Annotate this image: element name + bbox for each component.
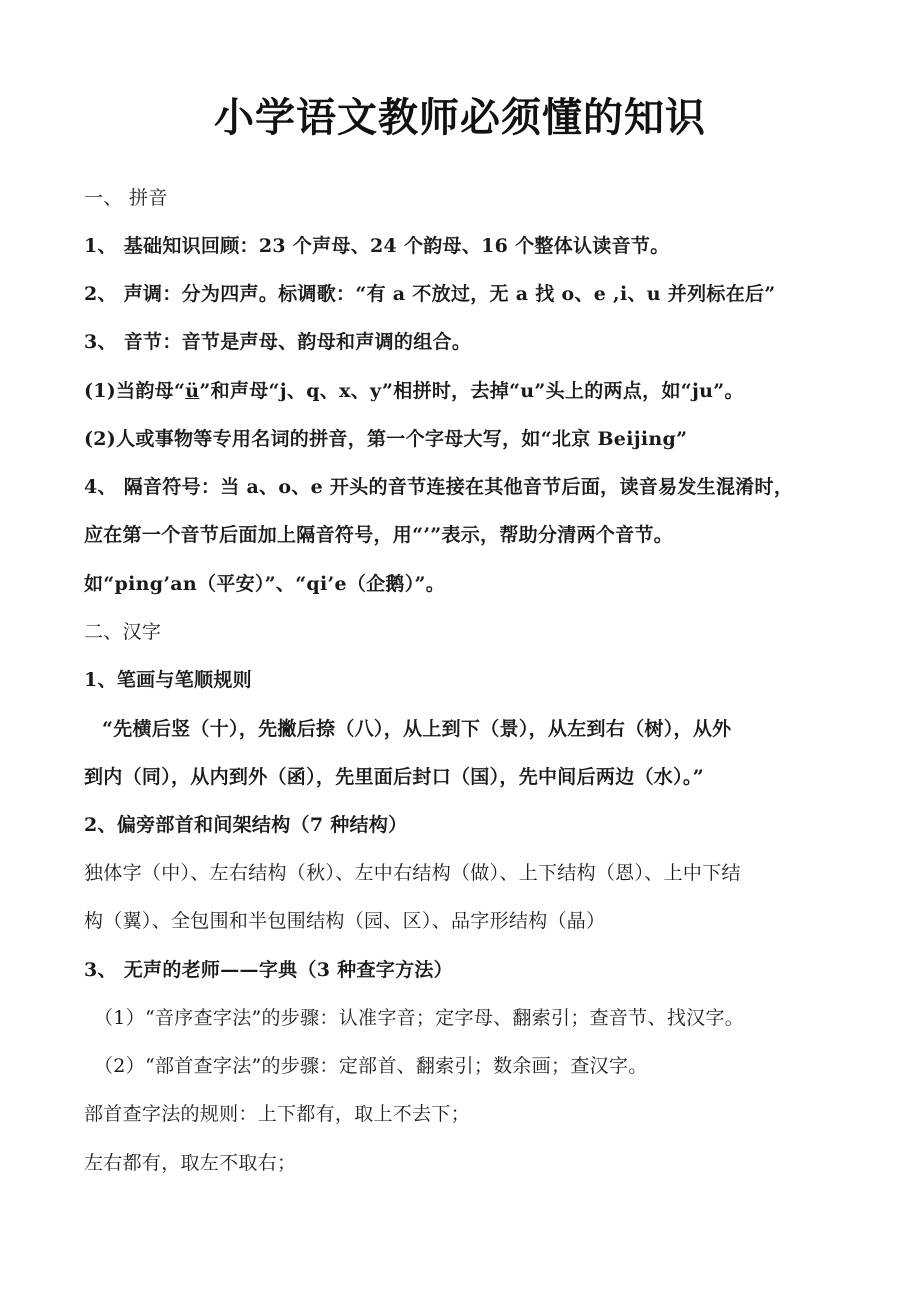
hanzi-item-2-line-1: 独体字（中）、左右结构（秋）、左中右结构（做）、上下结构（恩）、上中下结 bbox=[84, 862, 741, 884]
section2-heading: 二、汉字 bbox=[84, 621, 162, 643]
hanzi-item-1-title: 1、笔画与笔顺规则 bbox=[84, 669, 252, 691]
pinyin-sub-1-pre: (1)当韵母“ bbox=[84, 380, 186, 402]
hanzi-item-3-sub-1: （1）“音序查字法”的步骤：认准字音；定字母、翻索引；查音节、找汉字。 bbox=[94, 1007, 745, 1029]
pinyin-sub-1 bbox=[84, 378, 844, 404]
pinyin-item-3: 3、 音节：音节是声母、韵母和声调的组合。 bbox=[84, 331, 472, 353]
section1-heading: 一、 拼音 bbox=[84, 187, 168, 209]
hanzi-item-2-line-2: 构（翼）、全包围和半包围结构（园、区）、品字形结构（晶） bbox=[84, 910, 606, 932]
hanzi-item-2-title: 2、偏旁部首和间架结构（7 种结构） bbox=[84, 814, 408, 836]
pinyin-item-1: 1、 基础知识回顾：23 个声母、24 个韵母、16 个整体认读音节。 bbox=[84, 235, 670, 257]
pinyin-item-4-line-3: 如“ping’an（平安）”、“qi’e（企鹅）”。 bbox=[84, 573, 446, 595]
pinyin-item-4-line-1: 4、 隔音符号：当 a、o、e 开头的音节连接在其他音节后面，读音易发生混淆时， bbox=[84, 476, 794, 498]
document-title: 小学语文教师必须懂的知识 bbox=[214, 95, 706, 141]
hanzi-item-3-title: 3、 无声的老师——字典（3 种查字方法） bbox=[84, 959, 453, 981]
pinyin-item-4-line-2: 应在第一个音节后面加上隔音符号，用“’”表示，帮助分清两个音节。 bbox=[84, 524, 674, 546]
radical-rule-line-1: 部首查字法的规则：上下都有，取上不去下； bbox=[84, 1103, 471, 1125]
radical-rule-line-2: 左右都有，取左不取右； bbox=[84, 1152, 297, 1174]
pinyin-sub-1-post: ”和声母“j、q、x、y”相拼时，去掉“u”头上的两点，如“ju”。 bbox=[199, 380, 744, 402]
hanzi-item-1-line-1: “先横后竖（十），先撇后捺（八），从上到下（景），从左到右（树），从外 bbox=[102, 718, 732, 740]
pinyin-sub-1-u: ü bbox=[185, 380, 200, 402]
pinyin-item-2: 2、 声调：分为四声。标调歌：“有 a 不放过，无 a 找 o、e ,i、u 并列标在后” bbox=[84, 283, 776, 305]
hanzi-item-3-sub-2: （2）“部首查字法”的步骤：定部首、翻索引；数余画；查汉字。 bbox=[94, 1055, 648, 1077]
hanzi-item-1-line-2: 到内（同），从内到外（函），先里面后封口（国），先中间后两边（水）。” bbox=[84, 766, 704, 788]
pinyin-sub-2: (2)人或事物等专用名词的拼音，第一个字母大写，如“北京 Beijing” bbox=[84, 428, 688, 450]
